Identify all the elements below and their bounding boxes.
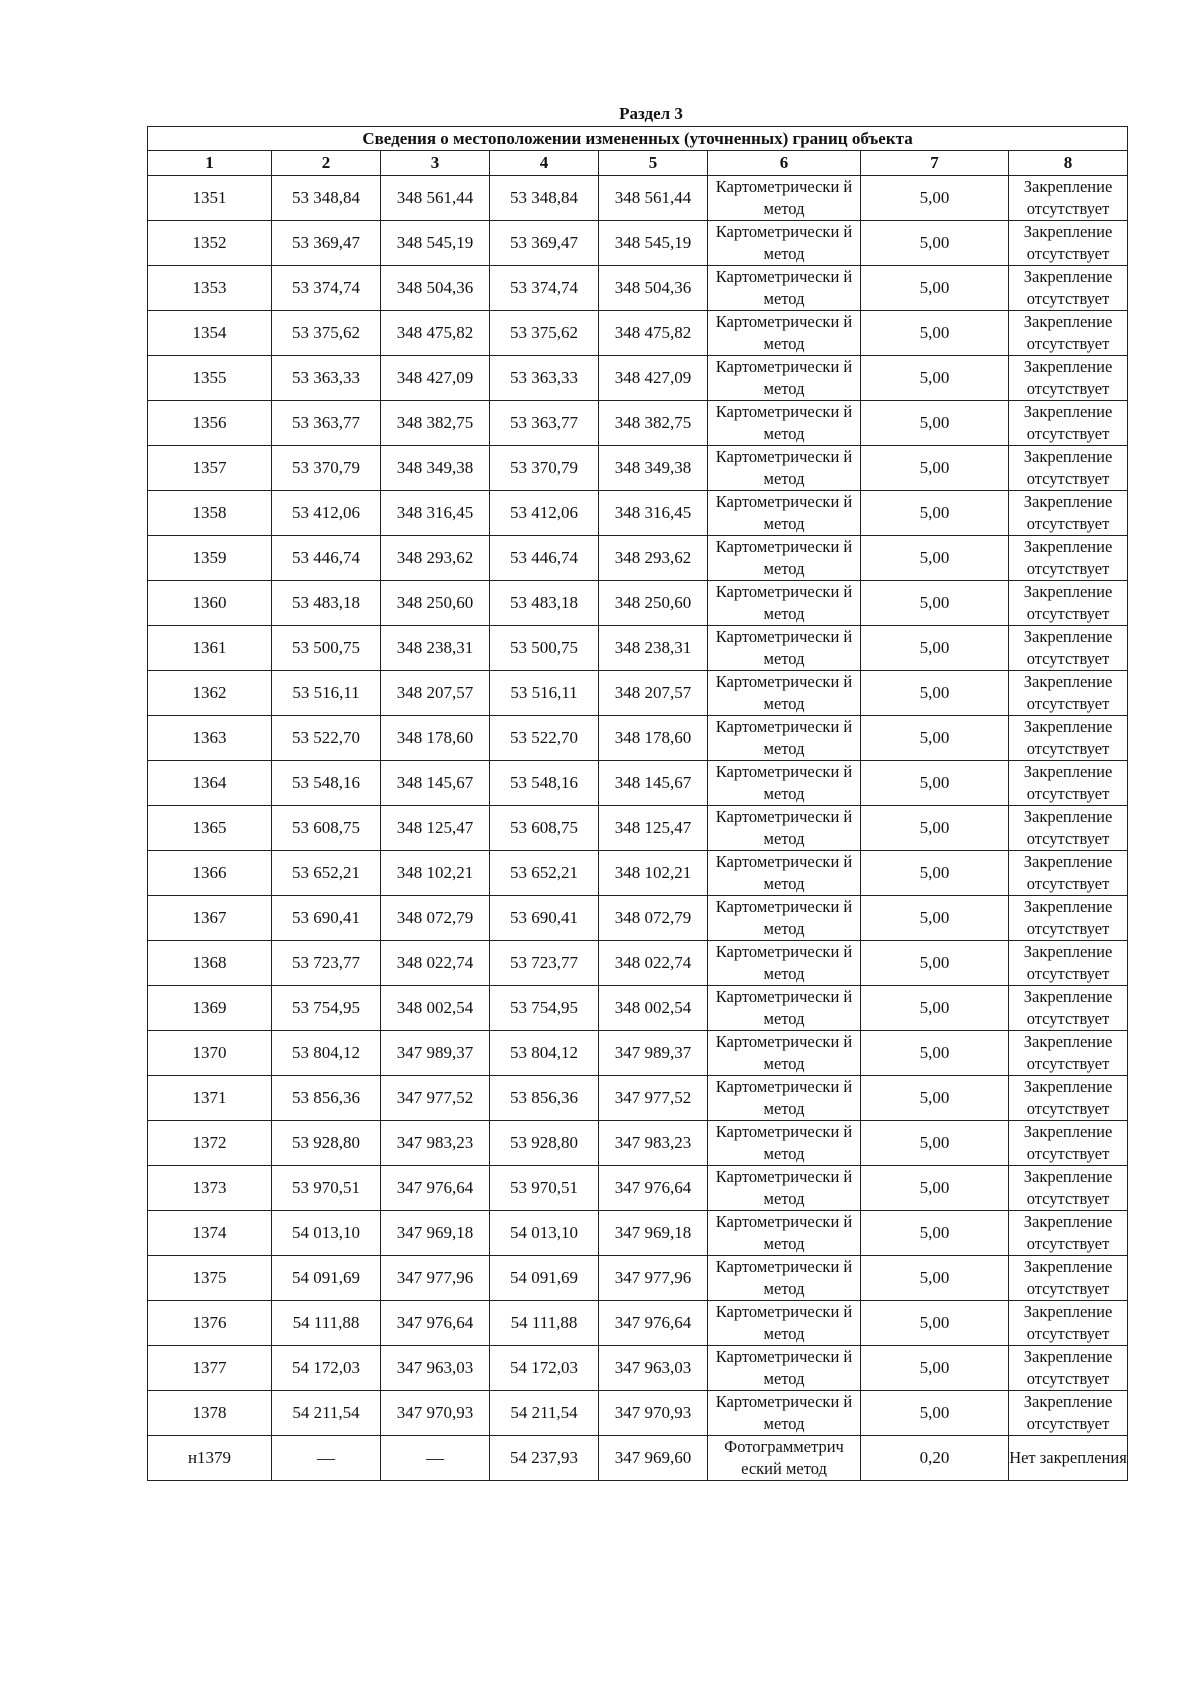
fixing-cell: Закрепление отсутствует: [1009, 806, 1128, 851]
old-y-cell: 348 072,79: [381, 896, 490, 941]
column-number: 2: [272, 151, 381, 176]
fixing-cell: Закрепление отсутствует: [1009, 1346, 1128, 1391]
accuracy-cell: 5,00: [861, 581, 1009, 626]
old-x-cell: 53 970,51: [272, 1166, 381, 1211]
point-number-cell: 1356: [148, 401, 272, 446]
column-number: 5: [599, 151, 708, 176]
accuracy-cell: 5,00: [861, 1076, 1009, 1121]
accuracy-cell: 5,00: [861, 176, 1009, 221]
old-x-cell: 53 856,36: [272, 1076, 381, 1121]
method-cell: Картометрически й метод: [708, 806, 861, 851]
fixing-cell: Закрепление отсутствует: [1009, 311, 1128, 356]
section-label: Раздел 3: [619, 104, 683, 123]
method-cell: Картометрически й метод: [708, 1301, 861, 1346]
point-number-cell: 1366: [148, 851, 272, 896]
accuracy-cell: 5,00: [861, 1166, 1009, 1211]
old-x-cell: 53 500,75: [272, 626, 381, 671]
old-x-cell: 53 690,41: [272, 896, 381, 941]
new-x-cell: 53 516,11: [490, 671, 599, 716]
point-number-cell: 1369: [148, 986, 272, 1031]
method-cell: Картометрически й метод: [708, 716, 861, 761]
new-y-cell: 348 316,45: [599, 491, 708, 536]
accuracy-cell: 5,00: [861, 221, 1009, 266]
point-number-cell: 1352: [148, 221, 272, 266]
new-y-cell: 347 989,37: [599, 1031, 708, 1076]
fixing-cell: Закрепление отсутствует: [1009, 221, 1128, 266]
new-y-cell: 347 976,64: [599, 1166, 708, 1211]
accuracy-cell: 5,00: [861, 1211, 1009, 1256]
method-cell: Картометрически й метод: [708, 1076, 861, 1121]
old-y-cell: 348 504,36: [381, 266, 490, 311]
accuracy-cell: 5,00: [861, 1346, 1009, 1391]
new-y-cell: 347 969,60: [599, 1436, 708, 1481]
point-number-cell: 1364: [148, 761, 272, 806]
method-cell: Картометрически й метод: [708, 1391, 861, 1436]
old-x-cell: 53 723,77: [272, 941, 381, 986]
point-number-cell: 1351: [148, 176, 272, 221]
old-y-cell: 348 238,31: [381, 626, 490, 671]
new-x-cell: 53 483,18: [490, 581, 599, 626]
old-y-cell: 348 178,60: [381, 716, 490, 761]
old-y-cell: 348 293,62: [381, 536, 490, 581]
column-number-row: [148, 151, 1128, 176]
new-x-cell: 53 970,51: [490, 1166, 599, 1211]
old-x-cell: 53 608,75: [272, 806, 381, 851]
accuracy-cell: 5,00: [861, 941, 1009, 986]
method-cell: Картометрически й метод: [708, 266, 861, 311]
new-x-cell: 53 804,12: [490, 1031, 599, 1076]
new-x-cell: 53 856,36: [490, 1076, 599, 1121]
accuracy-cell: 5,00: [861, 311, 1009, 356]
fixing-cell: Закрепление отсутствует: [1009, 536, 1128, 581]
new-x-cell: 53 412,06: [490, 491, 599, 536]
accuracy-cell: 5,00: [861, 806, 1009, 851]
new-y-cell: 348 475,82: [599, 311, 708, 356]
method-cell: Картометрически й метод: [708, 311, 861, 356]
point-number-cell: 1377: [148, 1346, 272, 1391]
column-number: 6: [708, 151, 861, 176]
column-number: 7: [861, 151, 1009, 176]
old-x-cell: 53 754,95: [272, 986, 381, 1031]
old-y-cell: 348 561,44: [381, 176, 490, 221]
table-caption: Сведения о местоположении измененных (уточненных) границ объекта: [148, 127, 1128, 151]
old-y-cell: 348 022,74: [381, 941, 490, 986]
new-y-cell: 348 504,36: [599, 266, 708, 311]
old-y-cell: 347 983,23: [381, 1121, 490, 1166]
fixing-cell: Закрепление отсутствует: [1009, 1031, 1128, 1076]
old-y-cell: 348 125,47: [381, 806, 490, 851]
new-x-cell: 53 500,75: [490, 626, 599, 671]
fixing-cell: Нет закрепления: [1009, 1436, 1128, 1481]
accuracy-cell: 0,20: [861, 1436, 1009, 1481]
method-cell: Картометрически й метод: [708, 761, 861, 806]
method-cell: Картометрически й метод: [708, 896, 861, 941]
method-cell: Картометрически й метод: [708, 401, 861, 446]
accuracy-cell: 5,00: [861, 401, 1009, 446]
new-y-cell: 348 022,74: [599, 941, 708, 986]
old-y-cell: 348 316,45: [381, 491, 490, 536]
new-x-cell: 53 374,74: [490, 266, 599, 311]
new-y-cell: 348 349,38: [599, 446, 708, 491]
old-x-cell: 53 412,06: [272, 491, 381, 536]
method-cell: Картометрически й метод: [708, 851, 861, 896]
new-y-cell: 348 250,60: [599, 581, 708, 626]
fixing-cell: Закрепление отсутствует: [1009, 671, 1128, 716]
new-y-cell: 348 002,54: [599, 986, 708, 1031]
new-x-cell: 54 237,93: [490, 1436, 599, 1481]
point-number-cell: 1365: [148, 806, 272, 851]
method-cell: Картометрически й метод: [708, 671, 861, 716]
new-y-cell: 347 977,96: [599, 1256, 708, 1301]
old-x-cell: —: [272, 1436, 381, 1481]
method-cell: Картометрически й метод: [708, 446, 861, 491]
old-x-cell: 54 091,69: [272, 1256, 381, 1301]
old-x-cell: 53 374,74: [272, 266, 381, 311]
point-number-cell: 1353: [148, 266, 272, 311]
new-x-cell: 54 172,03: [490, 1346, 599, 1391]
fixing-cell: Закрепление отсутствует: [1009, 266, 1128, 311]
new-x-cell: 53 363,77: [490, 401, 599, 446]
new-y-cell: 348 427,09: [599, 356, 708, 401]
accuracy-cell: 5,00: [861, 761, 1009, 806]
old-x-cell: 53 369,47: [272, 221, 381, 266]
new-y-cell: 348 178,60: [599, 716, 708, 761]
column-number: 1: [148, 151, 272, 176]
old-x-cell: 53 370,79: [272, 446, 381, 491]
fixing-cell: Закрепление отсутствует: [1009, 356, 1128, 401]
fixing-cell: Закрепление отсутствует: [1009, 941, 1128, 986]
old-x-cell: 53 348,84: [272, 176, 381, 221]
method-cell: Картометрически й метод: [708, 581, 861, 626]
new-x-cell: 54 211,54: [490, 1391, 599, 1436]
fixing-cell: Закрепление отсутствует: [1009, 1301, 1128, 1346]
new-y-cell: 347 969,18: [599, 1211, 708, 1256]
method-cell: Картометрически й метод: [708, 1346, 861, 1391]
point-number-cell: 1376: [148, 1301, 272, 1346]
old-y-cell: 347 976,64: [381, 1166, 490, 1211]
old-x-cell: 53 363,77: [272, 401, 381, 446]
method-cell: Картометрически й метод: [708, 1031, 861, 1076]
point-number-cell: 1375: [148, 1256, 272, 1301]
point-number-cell: 1357: [148, 446, 272, 491]
method-cell: Картометрически й метод: [708, 356, 861, 401]
old-y-cell: 347 963,03: [381, 1346, 490, 1391]
old-x-cell: 53 652,21: [272, 851, 381, 896]
new-x-cell: 54 111,88: [490, 1301, 599, 1346]
method-cell: Картометрически й метод: [708, 941, 861, 986]
old-x-cell: 54 211,54: [272, 1391, 381, 1436]
new-y-cell: 348 102,21: [599, 851, 708, 896]
new-x-cell: 53 652,21: [490, 851, 599, 896]
point-number-cell: 1374: [148, 1211, 272, 1256]
new-y-cell: 348 072,79: [599, 896, 708, 941]
fixing-cell: Закрепление отсутствует: [1009, 1211, 1128, 1256]
fixing-cell: Закрепление отсутствует: [1009, 401, 1128, 446]
fixing-cell: Закрепление отсутствует: [1009, 896, 1128, 941]
new-x-cell: 53 348,84: [490, 176, 599, 221]
old-x-cell: 53 548,16: [272, 761, 381, 806]
old-y-cell: 348 002,54: [381, 986, 490, 1031]
method-cell: Картометрически й метод: [708, 221, 861, 266]
new-y-cell: 347 963,03: [599, 1346, 708, 1391]
fixing-cell: Закрепление отсутствует: [1009, 446, 1128, 491]
accuracy-cell: 5,00: [861, 491, 1009, 536]
new-x-cell: 53 608,75: [490, 806, 599, 851]
method-cell: Картометрически й метод: [708, 1121, 861, 1166]
old-x-cell: 53 928,80: [272, 1121, 381, 1166]
accuracy-cell: 5,00: [861, 1301, 1009, 1346]
new-x-cell: 54 013,10: [490, 1211, 599, 1256]
method-cell: Картометрически й метод: [708, 536, 861, 581]
method-cell: Картометрически й метод: [708, 1256, 861, 1301]
new-y-cell: 348 382,75: [599, 401, 708, 446]
new-x-cell: 53 754,95: [490, 986, 599, 1031]
point-number-cell: 1358: [148, 491, 272, 536]
old-y-cell: 348 475,82: [381, 311, 490, 356]
old-y-cell: —: [381, 1436, 490, 1481]
accuracy-cell: 5,00: [861, 1121, 1009, 1166]
accuracy-cell: 5,00: [861, 851, 1009, 896]
new-y-cell: 348 545,19: [599, 221, 708, 266]
new-x-cell: 53 375,62: [490, 311, 599, 356]
old-y-cell: 347 977,96: [381, 1256, 490, 1301]
old-x-cell: 53 516,11: [272, 671, 381, 716]
new-x-cell: 53 370,79: [490, 446, 599, 491]
point-number-cell: 1360: [148, 581, 272, 626]
point-number-cell: 1355: [148, 356, 272, 401]
old-y-cell: 347 970,93: [381, 1391, 490, 1436]
new-y-cell: 347 983,23: [599, 1121, 708, 1166]
accuracy-cell: 5,00: [861, 356, 1009, 401]
fixing-cell: Закрепление отсутствует: [1009, 1076, 1128, 1121]
fixing-cell: Закрепление отсутствует: [1009, 986, 1128, 1031]
fixing-cell: Закрепление отсутствует: [1009, 1166, 1128, 1211]
fixing-cell: Закрепление отсутствует: [1009, 491, 1128, 536]
new-y-cell: 348 125,47: [599, 806, 708, 851]
new-y-cell: 348 207,57: [599, 671, 708, 716]
boundary-coordinates-table: [147, 126, 1128, 1481]
old-y-cell: 348 145,67: [381, 761, 490, 806]
fixing-cell: Закрепление отсутствует: [1009, 626, 1128, 671]
accuracy-cell: 5,00: [861, 446, 1009, 491]
new-x-cell: 53 928,80: [490, 1121, 599, 1166]
point-number-cell: 1373: [148, 1166, 272, 1211]
method-cell: Картометрически й метод: [708, 986, 861, 1031]
point-number-cell: 1370: [148, 1031, 272, 1076]
point-number-cell: 1362: [148, 671, 272, 716]
new-y-cell: 347 977,52: [599, 1076, 708, 1121]
point-number-cell: 1354: [148, 311, 272, 356]
old-y-cell: 348 427,09: [381, 356, 490, 401]
old-x-cell: 53 522,70: [272, 716, 381, 761]
method-cell: Картометрически й метод: [708, 176, 861, 221]
old-x-cell: 53 446,74: [272, 536, 381, 581]
accuracy-cell: 5,00: [861, 986, 1009, 1031]
point-number-cell: 1372: [148, 1121, 272, 1166]
fixing-cell: Закрепление отсутствует: [1009, 1256, 1128, 1301]
new-y-cell: 348 145,67: [599, 761, 708, 806]
new-y-cell: 347 976,64: [599, 1301, 708, 1346]
accuracy-cell: 5,00: [861, 1031, 1009, 1076]
new-y-cell: 348 293,62: [599, 536, 708, 581]
new-x-cell: 53 446,74: [490, 536, 599, 581]
table-body: [148, 176, 1128, 1481]
method-cell: Картометрически й метод: [708, 626, 861, 671]
old-y-cell: 348 382,75: [381, 401, 490, 446]
column-number: 3: [381, 151, 490, 176]
point-number-cell: н1379: [148, 1436, 272, 1481]
old-y-cell: 348 250,60: [381, 581, 490, 626]
column-number: 4: [490, 151, 599, 176]
new-x-cell: 53 723,77: [490, 941, 599, 986]
column-number: 8: [1009, 151, 1128, 176]
method-cell: Картометрически й метод: [708, 491, 861, 536]
new-x-cell: 53 522,70: [490, 716, 599, 761]
accuracy-cell: 5,00: [861, 536, 1009, 581]
old-x-cell: 54 111,88: [272, 1301, 381, 1346]
accuracy-cell: 5,00: [861, 1391, 1009, 1436]
old-y-cell: 347 969,18: [381, 1211, 490, 1256]
accuracy-cell: 5,00: [861, 671, 1009, 716]
old-x-cell: 53 804,12: [272, 1031, 381, 1076]
method-cell: Фотограмметрич еский метод: [708, 1436, 861, 1481]
old-y-cell: 348 207,57: [381, 671, 490, 716]
fixing-cell: Закрепление отсутствует: [1009, 716, 1128, 761]
old-y-cell: 348 545,19: [381, 221, 490, 266]
old-y-cell: 347 977,52: [381, 1076, 490, 1121]
fixing-cell: Закрепление отсутствует: [1009, 851, 1128, 896]
accuracy-cell: 5,00: [861, 626, 1009, 671]
old-y-cell: 347 989,37: [381, 1031, 490, 1076]
point-number-cell: 1371: [148, 1076, 272, 1121]
new-y-cell: 348 238,31: [599, 626, 708, 671]
method-cell: Картометрически й метод: [708, 1211, 861, 1256]
old-y-cell: 348 102,21: [381, 851, 490, 896]
old-x-cell: 54 013,10: [272, 1211, 381, 1256]
accuracy-cell: 5,00: [861, 266, 1009, 311]
fixing-cell: Закрепление отсутствует: [1009, 1391, 1128, 1436]
new-x-cell: 53 363,33: [490, 356, 599, 401]
method-cell: Картометрически й метод: [708, 1166, 861, 1211]
point-number-cell: 1368: [148, 941, 272, 986]
old-x-cell: 53 375,62: [272, 311, 381, 356]
new-y-cell: 347 970,93: [599, 1391, 708, 1436]
new-x-cell: 54 091,69: [490, 1256, 599, 1301]
new-x-cell: 53 690,41: [490, 896, 599, 941]
new-y-cell: 348 561,44: [599, 176, 708, 221]
accuracy-cell: 5,00: [861, 716, 1009, 761]
old-y-cell: 347 976,64: [381, 1301, 490, 1346]
new-x-cell: 53 548,16: [490, 761, 599, 806]
point-number-cell: 1361: [148, 626, 272, 671]
old-x-cell: 54 172,03: [272, 1346, 381, 1391]
point-number-cell: 1359: [148, 536, 272, 581]
point-number-cell: 1363: [148, 716, 272, 761]
fixing-cell: Закрепление отсутствует: [1009, 761, 1128, 806]
new-x-cell: 53 369,47: [490, 221, 599, 266]
old-y-cell: 348 349,38: [381, 446, 490, 491]
point-number-cell: 1378: [148, 1391, 272, 1436]
fixing-cell: Закрепление отсутствует: [1009, 1121, 1128, 1166]
fixing-cell: Закрепление отсутствует: [1009, 581, 1128, 626]
old-x-cell: 53 483,18: [272, 581, 381, 626]
accuracy-cell: 5,00: [861, 1256, 1009, 1301]
point-number-cell: 1367: [148, 896, 272, 941]
old-x-cell: 53 363,33: [272, 356, 381, 401]
fixing-cell: Закрепление отсутствует: [1009, 176, 1128, 221]
accuracy-cell: 5,00: [861, 896, 1009, 941]
